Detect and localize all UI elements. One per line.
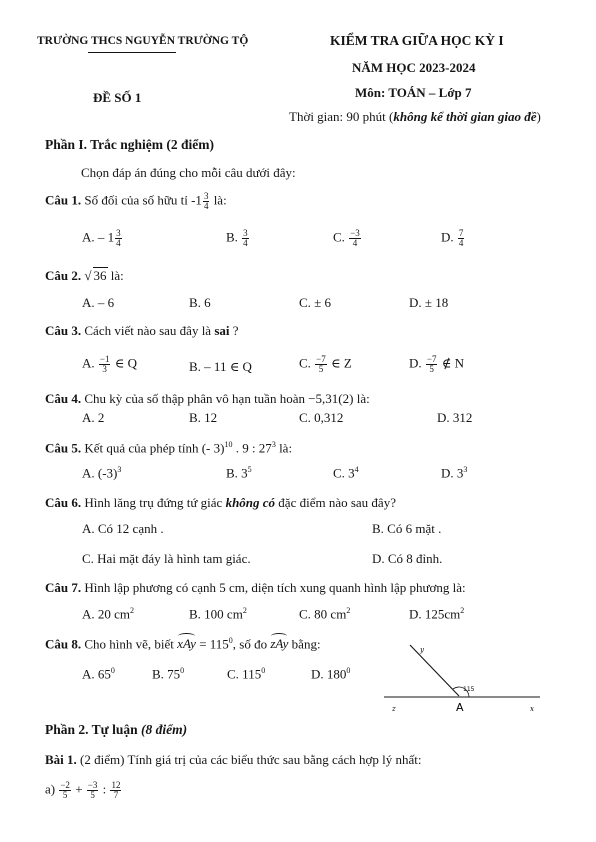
q3-option-c[interactable]: C. $\frac{-7}{5}$ ∈ Z xyxy=(299,354,352,374)
q8-option-b[interactable]: B. $75^0$ xyxy=(152,666,185,682)
q7-option-b[interactable]: B. 100 $cm^2$ xyxy=(189,606,247,622)
q7-option-c[interactable]: C. 80 $cm^2$ xyxy=(299,606,351,622)
label-a: A xyxy=(456,701,464,714)
exercise-1a: a) $\frac{-2}{5}$ + $\frac{-3}{5}$ : $\frac{12}{7}$ xyxy=(45,780,121,800)
exam-code: ĐỀ SỐ 1 xyxy=(93,90,142,105)
question-4: Câu 4. Chu kỳ của số thập phân vô hạn tuần hoàn −5,31(2) là: xyxy=(45,391,370,406)
q5-option-b[interactable]: B. $3^5$ xyxy=(226,465,252,481)
q4-option-a[interactable]: A. 2 xyxy=(82,410,105,425)
q5-option-c[interactable]: C. $3^4$ xyxy=(333,465,359,481)
q2-option-a[interactable]: A. – 6 xyxy=(82,295,115,310)
question-1: Câu 1. Số đối của số hữu tỉ -1 $\frac{3}{4}$ là: xyxy=(45,191,227,211)
q2-option-d[interactable]: D. ± 18 xyxy=(409,295,449,310)
school-year: NĂM HỌC 2023-2024 xyxy=(352,60,476,75)
subject-line: Môn: TOÁN – Lớp 7 xyxy=(355,85,472,100)
label-x: x xyxy=(530,705,534,713)
exercise-1: Bài 1. (2 điểm) Tính giá trị của các biểu thức sau bằng cách hợp lý nhất: xyxy=(45,752,422,767)
q4-option-c[interactable]: C. 0,312 xyxy=(299,410,344,425)
question-8: Câu 8. Cho hình vẽ, biết xAy = $115^0$, số đo zAy bằng: xyxy=(45,636,321,652)
exam-title: KIỂM TRA GIỮA HỌC KỲ I xyxy=(330,33,504,48)
q5-option-a[interactable]: A. $(-3)^3$ xyxy=(82,465,122,481)
label-y: y xyxy=(420,646,424,654)
q3-option-a[interactable]: A. $\frac{-1}{3}$ ∈ Q xyxy=(82,354,137,374)
q2-option-c[interactable]: C. ± 6 xyxy=(299,295,332,310)
part2-title: Phần 2. Tự luận (8 điểm) xyxy=(45,722,188,737)
question-5: Câu 5. Kết quả của phép tính (- 3)$^{10}$ . 9 : $27^3$ là: xyxy=(45,440,293,456)
q7-option-a[interactable]: A. 20 $cm^2$ xyxy=(82,606,135,622)
q6-option-d[interactable]: D. Có 8 đỉnh. xyxy=(372,551,443,566)
label-z: z xyxy=(392,705,396,713)
q2-option-b[interactable]: B. 6 xyxy=(189,295,211,310)
question-2: Câu 2. √ 36 là: xyxy=(45,268,124,283)
angle-zay: zAy xyxy=(270,636,289,652)
q1-option-d[interactable]: D. $\frac{7}{4}$ xyxy=(441,228,464,248)
angle-xay: xAy xyxy=(177,636,196,652)
part1-title: Phần I. Trắc nghiệm (2 điểm) xyxy=(45,137,215,152)
q4-option-d[interactable]: D. 312 xyxy=(437,410,473,425)
q4-option-b[interactable]: B. 12 xyxy=(189,410,218,425)
time-line: Thời gian: 90 phút (không kể thời gian giao đề) xyxy=(289,109,541,124)
q1-option-b[interactable]: B. $\frac{3}{4}$ xyxy=(226,228,248,248)
q5-option-d[interactable]: D. $3^3$ xyxy=(441,465,468,481)
sqrt-icon: √ xyxy=(84,268,92,283)
q7-option-d[interactable]: D. $125cm^2$ xyxy=(409,606,465,622)
q8-option-d[interactable]: D. $180^0$ xyxy=(311,666,351,682)
q6-option-b[interactable]: B. Có 6 mặt . xyxy=(372,521,442,536)
q3-option-b[interactable]: B. – 11 ∈ Q xyxy=(189,359,252,374)
q6-option-c[interactable]: C. Hai mặt đáy là hình tam giác. xyxy=(82,551,251,566)
q1-option-c[interactable]: C. $\frac{-3}{4}$ xyxy=(333,228,360,248)
label-angle: 115 xyxy=(463,686,475,693)
ray-ay xyxy=(410,645,459,696)
question-6: Câu 6. Hình lăng trụ đứng tứ giác không có đặc điểm nào sau đây? xyxy=(45,495,396,510)
q1-option-a[interactable]: A. – 1 $\frac{3}{4}$ xyxy=(82,228,121,248)
q8-option-a[interactable]: A. $65^0$ xyxy=(82,666,115,682)
part1-instruction: Chọn đáp án đúng cho mỗi câu dưới đây: xyxy=(81,165,296,180)
q3-option-d[interactable]: D. $\frac{-7}{5}$ ∉ N xyxy=(409,354,464,374)
school-underline xyxy=(88,52,176,53)
angle-figure xyxy=(380,636,550,721)
question-7: Câu 7. Hình lập phương có cạnh 5 cm, diện tích xung quanh hình lập phương là: xyxy=(45,580,466,595)
school-name: TRƯỜNG THCS NGUYỄN TRƯỜNG TỘ xyxy=(37,35,249,47)
q6-option-a[interactable]: A. Có 12 cạnh . xyxy=(82,521,164,536)
question-3: Câu 3. Cách viết nào sau đây là sai ? xyxy=(45,323,239,338)
q8-option-c[interactable]: C. $115^0$ xyxy=(227,666,266,682)
